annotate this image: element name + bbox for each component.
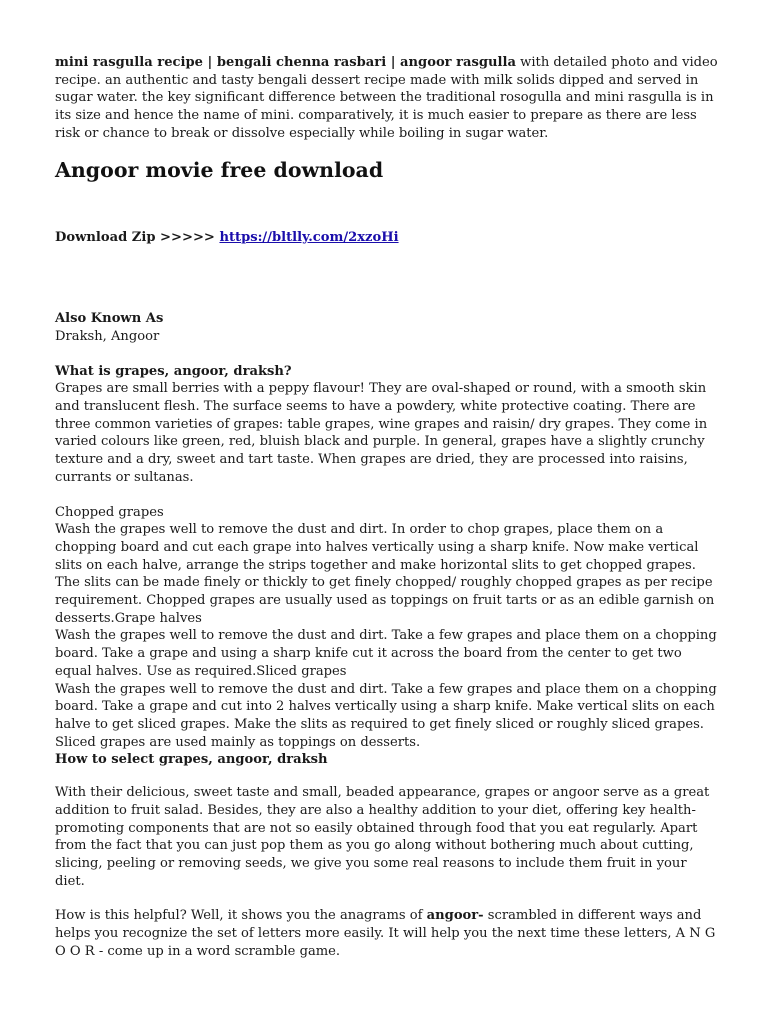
download-line xyxy=(55,229,720,247)
document-page xyxy=(55,54,720,960)
chopped-heading: Chopped grapes xyxy=(55,504,164,520)
intro-paragraph xyxy=(55,54,720,143)
aka-heading: Also Known As xyxy=(55,311,164,327)
chopped-text-3: Wash the grapes well to remove the dust and dirt. Take a few grapes and place them on a chopping board. Take a grape and cut into 2 halves vertically using a sharp knife. Make vertical slits on each halve to get sliced grapes. Make the slits as required to get finely sliced or roughly sliced grapes. Sliced grapes are used mainly as toppings on desserts. xyxy=(55,681,717,750)
helpful-before: How is this helpful? Well, it shows you the anagrams of xyxy=(55,908,427,924)
aka-value: Draksh, Angoor xyxy=(55,328,160,344)
intro-bold: mini rasgulla recipe | bengali chenna rasbari | angoor rasgulla xyxy=(55,55,516,70)
page-title: Angoor movie free download xyxy=(55,157,384,182)
select-text: With their delicious, sweet taste and small, beaded appearance, grapes or angoor serve as a great addition to fruit salad. Besides, they are also a healthy addition to your diet, offering key health-promoting components that are not so easily obtained through food that you eat regularly. Apart from the fact that you can just pop them as you go along without bothering much about cutting, slicing, peeling or removing seeds, we give you some real reasons to include them fruit in your diet. xyxy=(55,785,710,889)
download-link[interactable]: https://bltlly.com/2xzoHi xyxy=(219,229,399,245)
helpful-paragraph xyxy=(55,907,720,960)
what-heading: What is grapes, angoor, draksh? xyxy=(55,363,292,379)
helpful-after: scrambled in different ways and helps you recognize the set of letters more easily. It will help you the next time these letters, A N G O O R - come up in a word scramble game. xyxy=(55,908,716,959)
intro-text: with detailed photo and video recipe. an authentic and tasty bengali dessert recipe made with milk solids dipped and served in sugar water. the key significant difference between the traditional rosogulla and mini rasgulla is in its size and hence the name of mini. comparatively, it is much easier to prepare as there are less risk or chance to break or dissolve especially while boiling in sugar water. xyxy=(55,55,718,141)
helpful-bold: angoor- xyxy=(426,908,484,924)
what-text: Grapes are small berries with a peppy flavour! They are oval-shaped or round, with a smooth skin and translucent flesh. The surface seems to have a powdery, white protective coating. There are three common varieties of grapes: table grapes, wine grapes and raisin/ dry grapes. They come in varied colours like green, red, bluish black and purple. In general, grapes have a slightly crunchy texture and a dry, sweet and tart taste. When grapes are dried, they are processed into raisins, currants or sultanas. xyxy=(55,381,708,485)
select-heading: How to select grapes, angoor, draksh xyxy=(55,752,328,768)
chopped-text-1: Wash the grapes well to remove the dust and dirt. In order to chop grapes, place them on a chopping board and cut each grape into halves vertically using a sharp knife. Now make vertical slits on each halve, arrange the strips together and make horizontal slits to get chopped grapes. The slits can be made finely or thickly to get finely chopped/ roughly chopped grapes as per recipe requirement. Chopped grapes are usually used as toppings on fruit tarts or as an edible garnish on desserts.Grape halves xyxy=(55,522,715,626)
chopped-text-2: Wash the grapes well to remove the dust and dirt. Take a few grapes and place them on a chopping board. Take a grape and using a sharp knife cut it across the board from the center to get two equal halves. Use as required.Sliced grapes xyxy=(55,628,717,679)
download-label: Download Zip >>>>> xyxy=(55,229,220,245)
